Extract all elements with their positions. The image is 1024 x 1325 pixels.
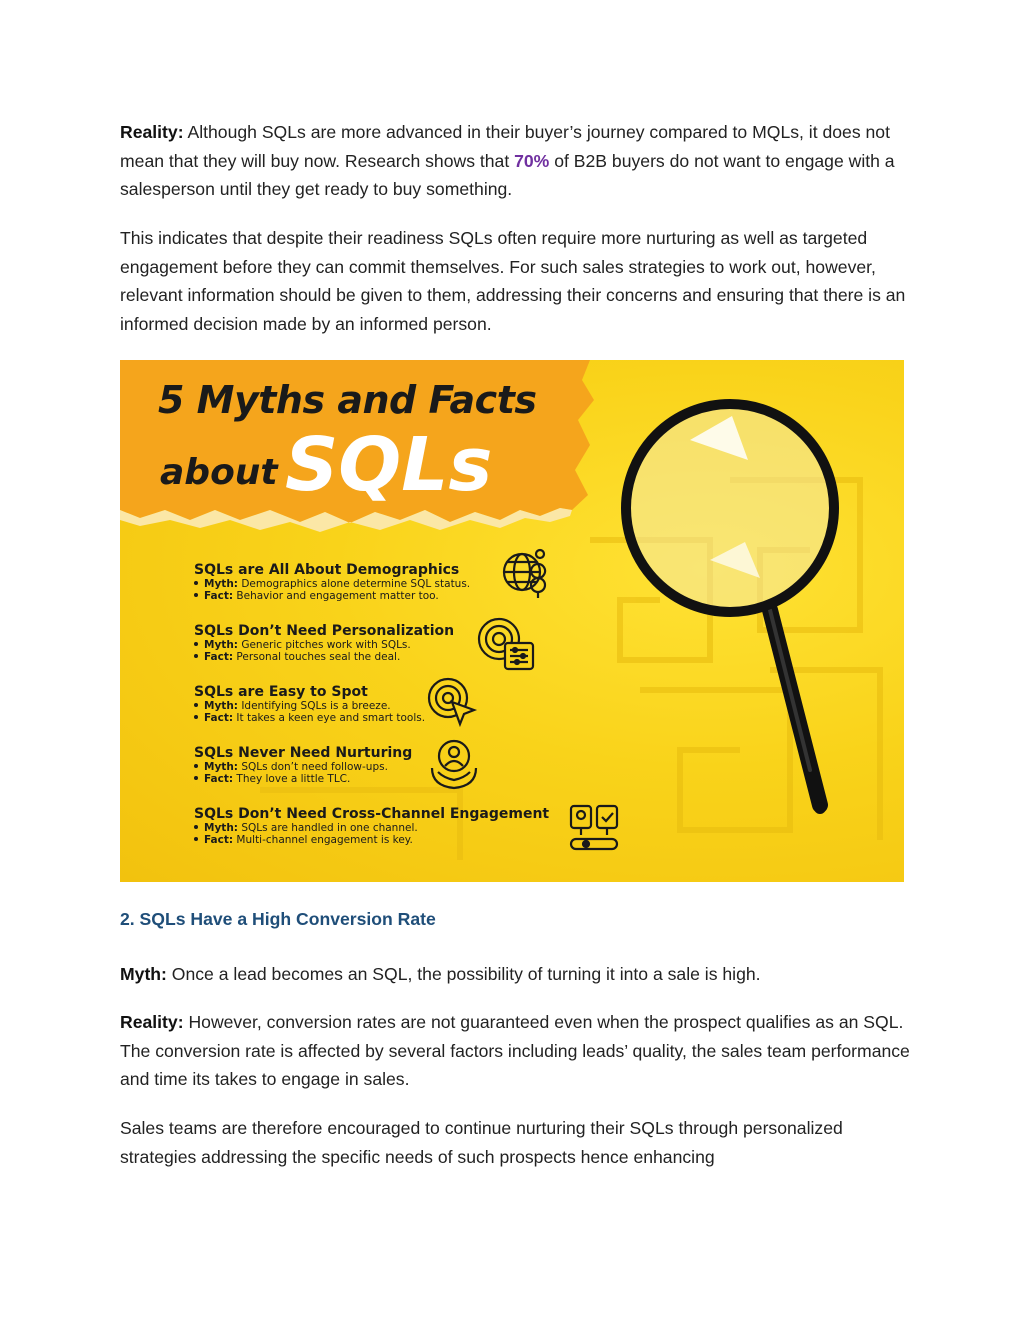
indication-paragraph: This indicates that despite their readiness SQLs often require more nurturing as well as targeted engagement before they can commit themselves. For such sales strategies to work out, however, relevant information should be given to them, addressing their concerns and ensuring that there is an informed decision made by an informed person. xyxy=(120,228,906,335)
reality-paragraph xyxy=(120,118,910,204)
myth-paragraph xyxy=(120,960,910,989)
multichannel-icon xyxy=(568,803,620,855)
statistic-highlight: 70% xyxy=(514,150,550,171)
myth-line: Myth: SQLs don’t need follow-ups. xyxy=(206,761,412,773)
globe-location-icon xyxy=(500,548,550,600)
myth-item xyxy=(194,745,412,785)
myth-item xyxy=(194,623,454,663)
myth-item xyxy=(194,562,470,602)
myth-item xyxy=(194,684,425,724)
fact-line: Fact: It takes a keen eye and smart tools. xyxy=(206,712,425,724)
section-heading: 2. SQLs Have a High Conversion Rate xyxy=(120,909,436,929)
myth-item xyxy=(194,806,549,846)
myth-text: Once a lead becomes an SQL, the possibility of turning it into a sale is high. xyxy=(166,964,761,984)
infographic-title-sqls: SQLs xyxy=(285,422,493,508)
reality-paragraph-2 xyxy=(120,1008,910,1094)
myth-line: Myth: Demographics alone determine SQL status. xyxy=(206,578,470,590)
reality-label: Reality: xyxy=(120,122,184,142)
myth-item-title: SQLs Don’t Need Cross-Channel Engagement xyxy=(194,806,550,822)
fact-line: Fact: Personal touches seal the deal. xyxy=(206,651,454,663)
reality-text-2: of B2B buyers do not want to engage with a salesperson until they get ready to buy something. xyxy=(120,150,895,200)
myth-item-title: SQLs Never Need Nurturing xyxy=(194,745,413,761)
myth-item-title: SQLs Don’t Need Personalization xyxy=(194,623,455,639)
reality-label-2: Reality: xyxy=(120,1012,184,1032)
fact-line: Fact: Behavior and engagement matter too. xyxy=(206,590,470,602)
fact-line: Fact: Multi-channel engagement is key. xyxy=(206,834,549,846)
reality-text-1: Although SQLs are more advanced in their buyer’s journey compared to MQLs, it does not mean that they will buy now. Research shows that xyxy=(120,122,890,171)
infographic-image xyxy=(120,360,904,882)
myth-item-title: SQLs are Easy to Spot xyxy=(194,684,368,700)
reality-text-3: However, conversion rates are not guaranteed even when the prospect qualifies as an SQL. The conversion rate is affected by several factors including leads’ quality, the sales team performance and time its takes to engage in sales. xyxy=(120,1012,910,1090)
infographic-title: 5 Myths and Facts xyxy=(158,378,537,422)
myth-line: Myth: Generic pitches work with SQLs. xyxy=(206,639,454,651)
sales-teams-paragraph: Sales teams are therefore encouraged to continue nurturing their SQLs through personalized strategies addressing the specific needs of such prospects hence enhancing xyxy=(120,1118,843,1167)
fact-line: Fact: They love a little TLC. xyxy=(206,773,412,785)
target-cursor-icon xyxy=(426,676,478,728)
target-settings-icon xyxy=(475,615,537,673)
person-hands-icon xyxy=(428,738,480,792)
myth-line: Myth: SQLs are handled in one channel. xyxy=(206,822,549,834)
myth-line: Myth: Identifying SQLs is a breeze. xyxy=(206,700,425,712)
myth-label: Myth: xyxy=(120,964,167,984)
myth-item-title: SQLs are All About Demographics xyxy=(194,562,460,578)
infographic-title-about: about xyxy=(160,452,278,493)
